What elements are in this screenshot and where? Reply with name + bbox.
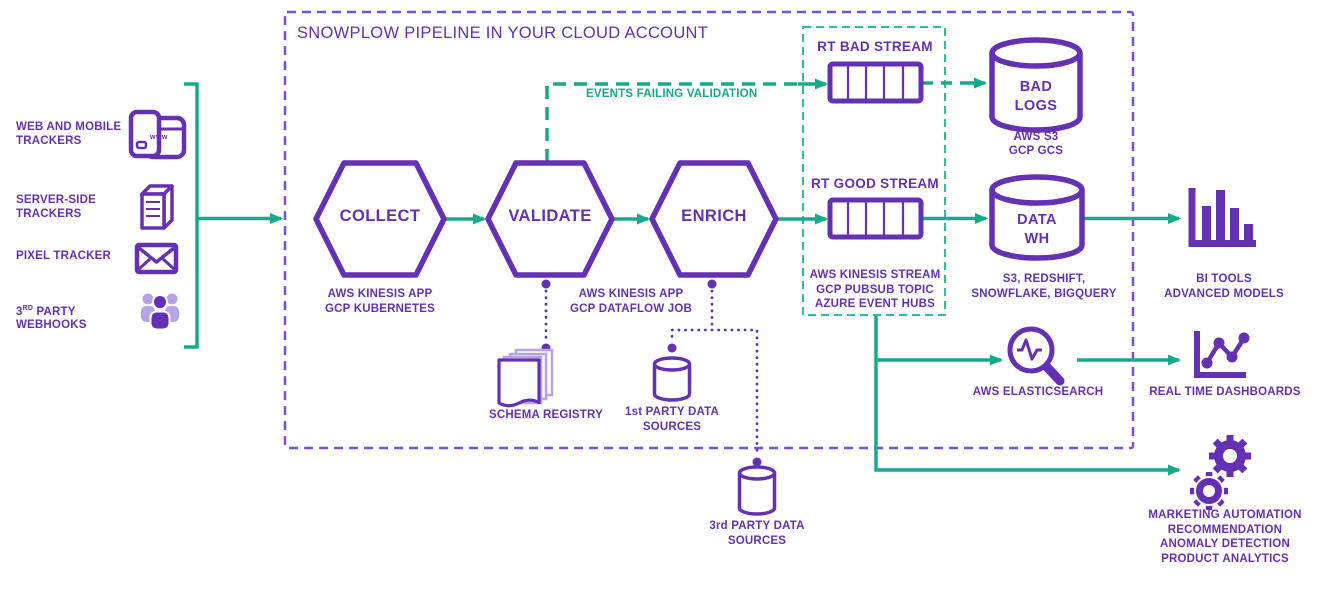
schema-registry-label: SCHEMA REGISTRY xyxy=(489,409,603,421)
bi-tools-label: BI TOOLS ADVANCED MODELS xyxy=(1164,273,1284,300)
source-label-webhooks: 3RD PARTY WEBHOOKS xyxy=(16,305,87,332)
gears-icon xyxy=(1190,435,1251,510)
line-chart-icon xyxy=(1197,331,1250,375)
webhooks-people-icon xyxy=(141,294,179,330)
apps-label: MARKETING AUTOMATION RECOMMENDATION ANOMALY DETECTION PRODUCT ANALYTICS xyxy=(1148,509,1302,565)
stream-tech-label: AWS KINESIS STREAM GCP PUBSUB TOPIC AZURE EVENT HUBS xyxy=(809,269,941,310)
elasticsearch-label: AWS ELASTICSEARCH xyxy=(972,386,1104,398)
enrich-label: ENRICH xyxy=(681,207,747,225)
sources-bracket xyxy=(184,84,213,347)
third-party-label: 3rd PARTY DATA SOURCES xyxy=(709,520,805,547)
server-icon xyxy=(142,186,172,228)
third-party-db-icon xyxy=(740,467,775,514)
bar-chart-icon xyxy=(1192,188,1256,244)
schema-registry-icon xyxy=(499,350,552,406)
collect-tech-label: AWS KINESIS APP GCP KUBERNETES xyxy=(325,288,435,315)
elasticsearch-icon xyxy=(1010,329,1060,381)
first-party-label: 1st PARTY DATA SOURCES xyxy=(625,406,719,433)
source-label-server-side: SERVER-SIDE TRACKERS xyxy=(16,194,96,220)
bad-logs-tech-label: AWS S3 GCP GCS xyxy=(1008,131,1064,157)
rt-good-stream-label: RT GOOD STREAM xyxy=(811,176,939,191)
good-stream-queue-icon xyxy=(830,200,921,237)
bad-stream-queue-icon xyxy=(830,64,921,101)
validate-label: VALIDATE xyxy=(508,207,592,225)
collect-label: COLLECT xyxy=(339,207,421,225)
data-warehouse-tech-label: S3, REDSHIFT, SNOWFLAKE, BIGQUERY xyxy=(971,273,1117,300)
envelope-icon xyxy=(137,245,176,272)
validate-tech-label: AWS KINESIS APP GCP DATAFLOW JOB xyxy=(569,288,693,315)
source-label-web-mobile: WEB AND MOBILE TRACKERS xyxy=(16,121,122,147)
browser-www-text: www xyxy=(150,134,168,141)
events-failing-validation-label: EVENTS FAILING VALIDATION xyxy=(586,88,758,100)
bad-logs-label: BAD LOGS xyxy=(1014,79,1058,114)
first-party-db-icon xyxy=(655,358,690,400)
data-warehouse-label: DATA WH xyxy=(1017,212,1057,247)
rt-bad-stream-label: RT BAD STREAM xyxy=(817,39,933,54)
source-label-pixel: PIXEL TRACKER xyxy=(16,250,112,262)
dashboards-label: REAL TIME DASHBOARDS xyxy=(1149,386,1301,398)
diagram-title: SNOWPLOW PIPELINE IN YOUR CLOUD ACCOUNT xyxy=(297,24,709,42)
